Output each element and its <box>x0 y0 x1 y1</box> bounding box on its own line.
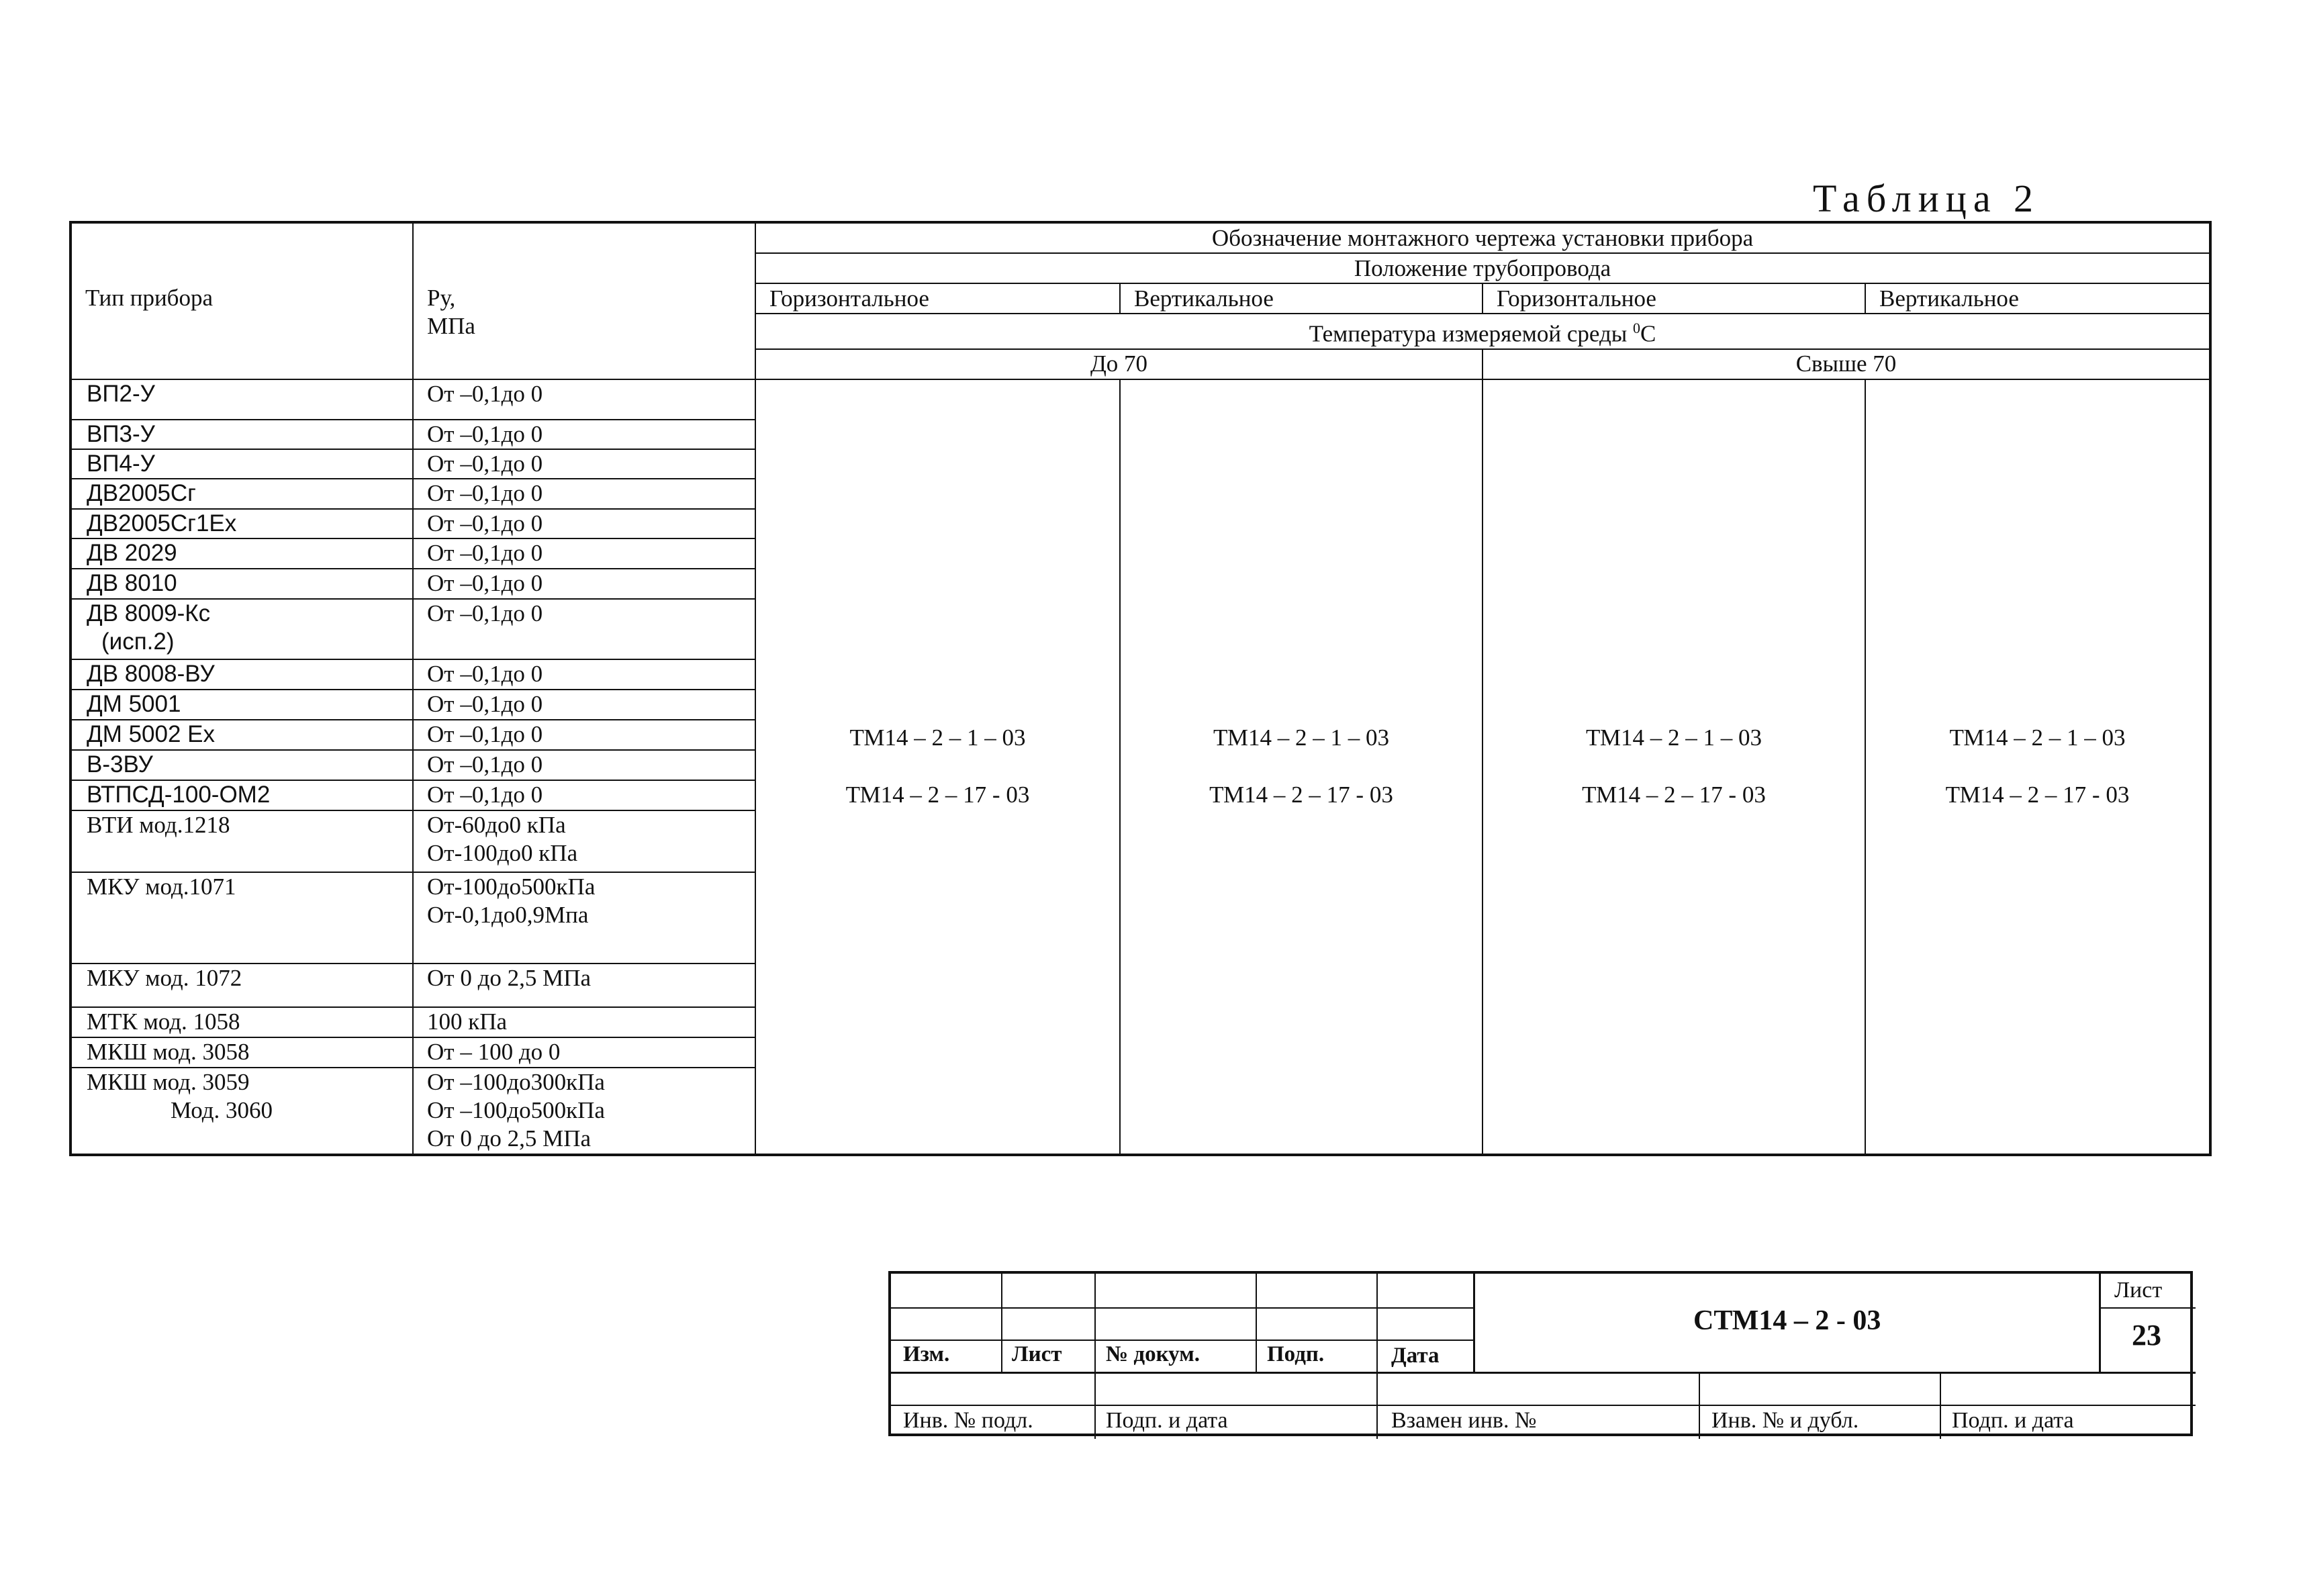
device-type-cell <box>70 1037 413 1068</box>
pressure-cell <box>413 780 755 810</box>
stamp-inv-podl: Инв. № подл. <box>903 1408 1033 1433</box>
pressure-range: От –0,1до 0 <box>427 600 543 626</box>
header-temperature-label: Температура измеряемой среды <box>1309 320 1628 347</box>
pressure-range: От –0,1до 0 <box>427 510 543 536</box>
device-type-cell <box>70 720 413 750</box>
device-type: ДВ2005Сг1Ех <box>87 510 237 536</box>
pressure-range: 100 кПа <box>427 1008 508 1035</box>
pressure-range: От –0,1до 0 <box>427 751 543 778</box>
device-type: ДВ 8009-Кс <box>87 600 211 626</box>
drawing-ref: ТМ14 – 2 – 17 - 03 <box>1209 782 1393 808</box>
pressure-cell <box>413 872 755 964</box>
header-temp-range-high: Свыше 70 <box>1483 349 2210 379</box>
header-position-2: Вертикальное <box>1120 283 1483 314</box>
pressure-cell <box>413 538 755 569</box>
stamp-podp-data-1: Подп. и дата <box>1106 1408 1228 1433</box>
header-drawing-designation: Обозначение монтажного чертежа установки прибора <box>755 222 2210 253</box>
drawing-ref-cell <box>1120 379 1483 1155</box>
header-position-1: Горизонтальное <box>755 283 1120 314</box>
device-type: (исп.2) <box>101 628 175 655</box>
drawing-ref: ТМ14 – 2 – 1 – 03 <box>849 724 1026 751</box>
pressure-range: От-60до0 кПа <box>427 811 566 838</box>
drawing-ref: ТМ14 – 2 – 17 - 03 <box>1582 782 1766 808</box>
header-pressure <box>413 222 755 379</box>
header-device-type: Тип прибора <box>70 222 413 379</box>
device-type: ДМ 5002 Ех <box>87 720 216 747</box>
pressure-cell <box>413 1007 755 1037</box>
device-type: МТК мод. 1058 <box>87 1008 240 1035</box>
device-type: ДВ2005Сг <box>87 479 196 506</box>
pressure-cell <box>413 449 755 479</box>
pressure-range: От –0,1до 0 <box>427 450 543 477</box>
drawing-ref: ТМ14 – 2 – 1 – 03 <box>1585 724 1762 751</box>
header-position-4: Вертикальное <box>1865 283 2210 314</box>
drawing-ref: ТМ14 – 2 – 17 - 03 <box>1945 782 2130 808</box>
sheet-number: 23 <box>2132 1319 2161 1352</box>
device-type: МКУ мод.1071 <box>87 873 236 900</box>
pressure-cell <box>413 479 755 509</box>
device-type: ДМ 5001 <box>87 690 181 717</box>
pressure-cell <box>413 599 755 659</box>
document-code: СТМ14 – 2 - 03 <box>1693 1305 1881 1336</box>
pressure-cell <box>413 690 755 720</box>
device-type-cell <box>70 780 413 810</box>
device-type: МКШ мод. 3058 <box>87 1038 250 1065</box>
device-type: Мод. 3060 <box>171 1096 273 1123</box>
device-type: ВТПСД-100-ОМ2 <box>87 781 271 808</box>
device-type-cell <box>70 964 413 1007</box>
stamp-doc-no: № докум. <box>1106 1342 1200 1366</box>
device-type-cell <box>70 509 413 538</box>
stamp-data: Дата <box>1391 1344 1440 1368</box>
drawing-ref-cell <box>1483 379 1865 1155</box>
stamp-vzamen: Взамен инв. № <box>1391 1408 1537 1433</box>
device-type: ДВ 2029 <box>87 539 177 566</box>
device-type-cell <box>70 479 413 509</box>
device-type-cell <box>70 690 413 720</box>
pressure-range: От –100до500кПа <box>427 1096 605 1123</box>
drawing-ref: ТМ14 – 2 – 1 – 03 <box>1213 724 1390 751</box>
drawing-ref: ТМ14 – 2 – 1 – 03 <box>1949 724 2126 751</box>
device-type: ВП2-У <box>87 380 155 407</box>
pressure-range: От-100до500кПа <box>427 873 596 900</box>
header-temperature <box>755 314 2210 349</box>
table-caption: Таблица 2 <box>1813 177 2040 220</box>
header-temperature-unit: С <box>1640 320 1656 347</box>
stamp-inv-dubl: Инв. № и дубл. <box>1711 1408 1859 1433</box>
device-type: МКУ мод. 1072 <box>87 964 242 991</box>
device-type-cell <box>70 1068 413 1155</box>
pressure-cell <box>413 810 755 872</box>
stamp-list: Лист <box>1012 1342 1062 1366</box>
header-pressure-line2: МПа <box>427 313 475 339</box>
pressure-cell <box>413 509 755 538</box>
pressure-range: От –100до300кПа <box>427 1068 605 1095</box>
pressure-cell <box>413 720 755 750</box>
device-type-cell <box>70 750 413 780</box>
device-type-cell <box>70 1007 413 1037</box>
pressure-range: От –0,1до 0 <box>427 420 543 447</box>
device-type-cell <box>70 538 413 569</box>
device-type-cell <box>70 659 413 690</box>
pressure-cell <box>413 379 755 420</box>
table-row <box>70 379 2210 420</box>
pressure-cell <box>413 750 755 780</box>
header-temperature-degree: 0 <box>1633 320 1641 336</box>
header-pipeline-position: Положение трубопровода <box>755 253 2210 283</box>
pressure-cell <box>413 420 755 449</box>
pressure-range: От – 100 до 0 <box>427 1038 561 1065</box>
header-pressure-line1: Ру, <box>427 285 456 311</box>
pressure-range: От –0,1до 0 <box>427 479 543 506</box>
pressure-range: От –0,1до 0 <box>427 660 543 687</box>
pressure-range: От –0,1до 0 <box>427 539 543 566</box>
pressure-range: От 0 до 2,5 МПа <box>427 1125 592 1152</box>
pressure-range: От 0 до 2,5 МПа <box>427 964 592 991</box>
device-type-cell <box>70 449 413 479</box>
pressure-range: От-100до0 кПа <box>427 839 578 866</box>
pressure-cell <box>413 659 755 690</box>
device-type: ДВ 8008-ВУ <box>87 660 215 687</box>
device-type-cell <box>70 810 413 872</box>
pressure-cell <box>413 1068 755 1155</box>
main-table <box>69 221 2212 1156</box>
pressure-range: От-0,1до0,9Мпа <box>427 901 589 928</box>
device-type-cell <box>70 872 413 964</box>
pressure-range: От –0,1до 0 <box>427 569 543 596</box>
device-type: В-3ВУ <box>87 751 153 778</box>
header-temp-range-low: До 70 <box>755 349 1483 379</box>
device-type-cell <box>70 569 413 599</box>
device-type-cell <box>70 599 413 659</box>
pressure-range: От –0,1до 0 <box>427 781 543 808</box>
stamp-sheet-label: Лист <box>2114 1278 2163 1303</box>
stamp-izm: Изм. <box>903 1342 950 1366</box>
pressure-range: От –0,1до 0 <box>427 380 543 407</box>
device-type: ВТИ мод.1218 <box>87 811 230 838</box>
device-type: МКШ мод. 3059 <box>87 1068 250 1095</box>
stamp-podp: Подп. <box>1267 1342 1325 1366</box>
drawing-ref-cell <box>1865 379 2210 1155</box>
device-type-cell <box>70 420 413 449</box>
pressure-range: От –0,1до 0 <box>427 720 543 747</box>
pressure-range: От –0,1до 0 <box>427 690 543 717</box>
drawing-ref: ТМ14 – 2 – 17 - 03 <box>845 782 1030 808</box>
device-type-cell <box>70 379 413 420</box>
pressure-cell <box>413 1037 755 1068</box>
stamp-podp-data-2: Подп. и дата <box>1952 1408 2074 1433</box>
pressure-cell <box>413 964 755 1007</box>
device-type: ВП3-У <box>87 420 155 447</box>
title-block <box>888 1271 2193 1436</box>
device-type: ДВ 8010 <box>87 569 177 596</box>
pressure-cell <box>413 569 755 599</box>
device-type: ВП4-У <box>87 450 155 477</box>
drawing-ref-cell <box>755 379 1120 1155</box>
header-position-3: Горизонтальное <box>1483 283 1865 314</box>
